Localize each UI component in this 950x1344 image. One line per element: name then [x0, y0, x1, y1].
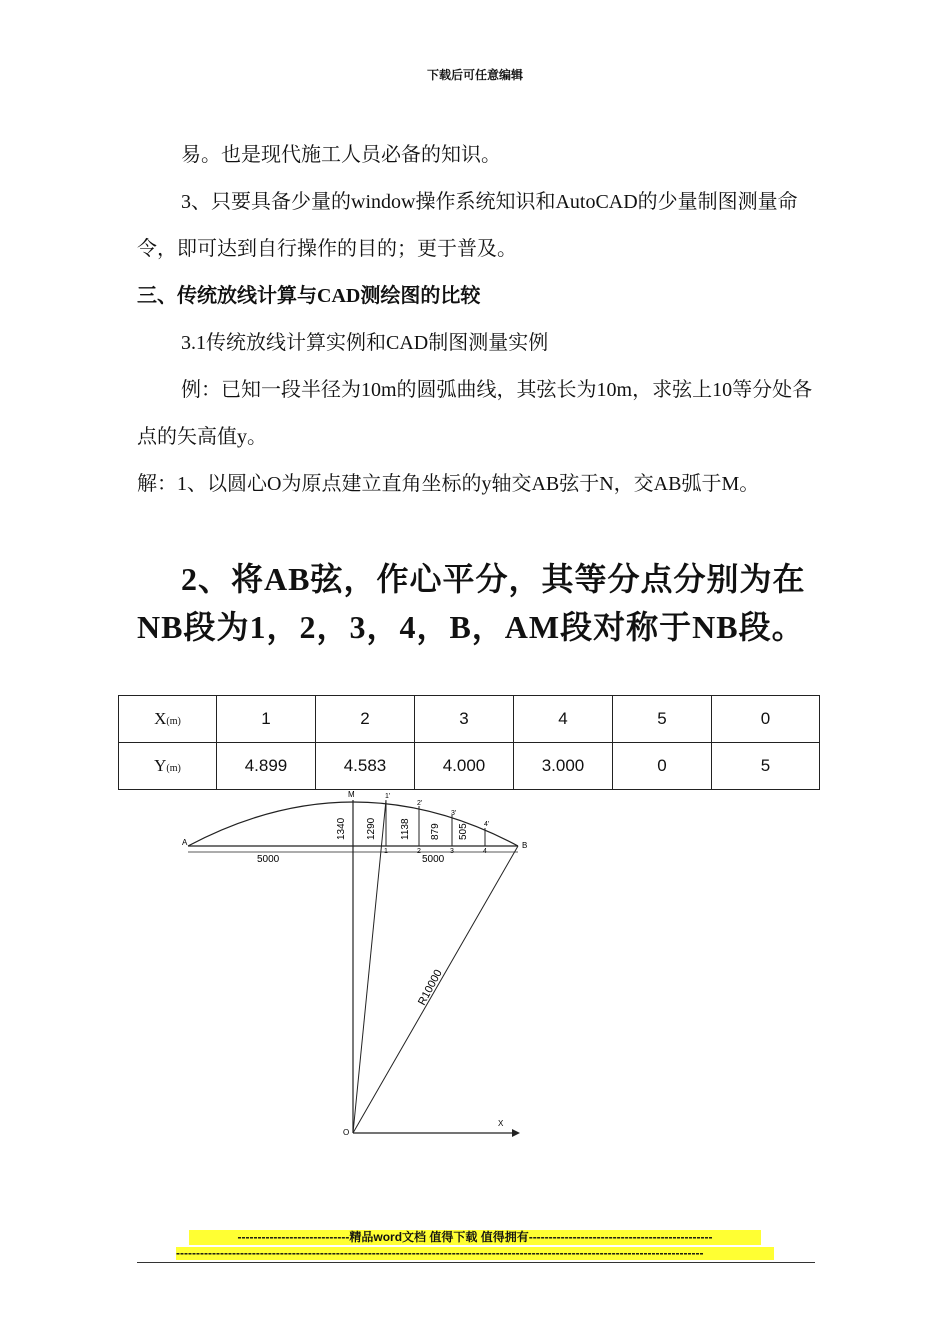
- table-cell: 2: [316, 696, 415, 743]
- table-cell: 3: [415, 696, 514, 743]
- footer-rule: [137, 1262, 815, 1263]
- paragraph-subsection: 3.1传统放线计算实例和CAD制图测量实例: [181, 332, 549, 354]
- table-cell: 4.583: [316, 743, 415, 790]
- table-cell: 0: [613, 743, 712, 790]
- table-cell: 1: [217, 696, 316, 743]
- arc-point-label: 1': [385, 793, 391, 800]
- label-point-b: B: [522, 841, 528, 850]
- large-bold-paragraph: 2、将AB弦，作心平分，其等分点分别为在NB段为1，2，3，4，B，AM段对称于NB段。: [137, 561, 806, 645]
- paragraph-2: 3、只要具备少量的window操作系统知识和AutoCAD的少量制图测量命令，即可达到自行操作的目的；更于普及。: [137, 191, 798, 260]
- chord-point-label: 3: [450, 848, 454, 855]
- arc-point-label: 4': [484, 821, 490, 828]
- x-label-cell: X(m): [119, 696, 217, 743]
- table-cell: 5: [712, 743, 820, 790]
- table-cell: 4: [514, 696, 613, 743]
- label-axis-x: X: [498, 1119, 504, 1128]
- chord-point-label: 4: [483, 848, 487, 855]
- x-axis-arrow-icon: [512, 1129, 520, 1137]
- table-cell: 5: [613, 696, 712, 743]
- table-cell: 4.899: [217, 743, 316, 790]
- footer-dash-line: ------------------------------------------------------------------------------------------------------------------------------------: [176, 1247, 774, 1260]
- height-label: 1290: [366, 817, 377, 840]
- arc-point-label: 3': [451, 810, 457, 817]
- footer-banner: ----------------------------精品word文档 值得下载 值得拥有----------------------------------------------: [189, 1230, 761, 1245]
- y-label-cell: Y(m): [119, 743, 217, 790]
- height-label: 1138: [400, 818, 411, 840]
- page-header: 下载后可任意编辑: [426, 68, 523, 82]
- table-cell: 4.000: [415, 743, 514, 790]
- right-dimension: 5000: [422, 854, 445, 865]
- label-point-o: O: [343, 1128, 350, 1137]
- label-point-m: M: [348, 790, 355, 799]
- table-cell: 0: [712, 696, 820, 743]
- paragraph-solution: 解：1、以圆心O为原点建立直角坐标的y轴交AB弦于N，交AB弧于M。: [137, 473, 760, 495]
- height-label: 1340: [336, 817, 347, 840]
- table-cell: 3.000: [514, 743, 613, 790]
- left-dimension: 5000: [257, 854, 280, 865]
- radius-line-o1: [353, 800, 386, 1133]
- chord-point-label: 1: [384, 848, 388, 855]
- height-label: 879: [430, 823, 441, 840]
- paragraph-example: 例：已知一段半径为10m的圆弧曲线，其弦长为10m，求弦上10等分处各点的矢高值y。: [137, 379, 813, 448]
- arc-point-label: 2': [417, 800, 423, 807]
- height-label: 505: [458, 823, 469, 840]
- radius-label: R10000: [416, 967, 445, 1008]
- label-point-a: A: [182, 838, 188, 847]
- section-heading: 三、传统放线计算与CAD测绘图的比较: [137, 285, 481, 307]
- chord-point-label: 2: [417, 848, 421, 855]
- paragraph-1: 易。也是现代施工人员必备的知识。: [181, 144, 501, 166]
